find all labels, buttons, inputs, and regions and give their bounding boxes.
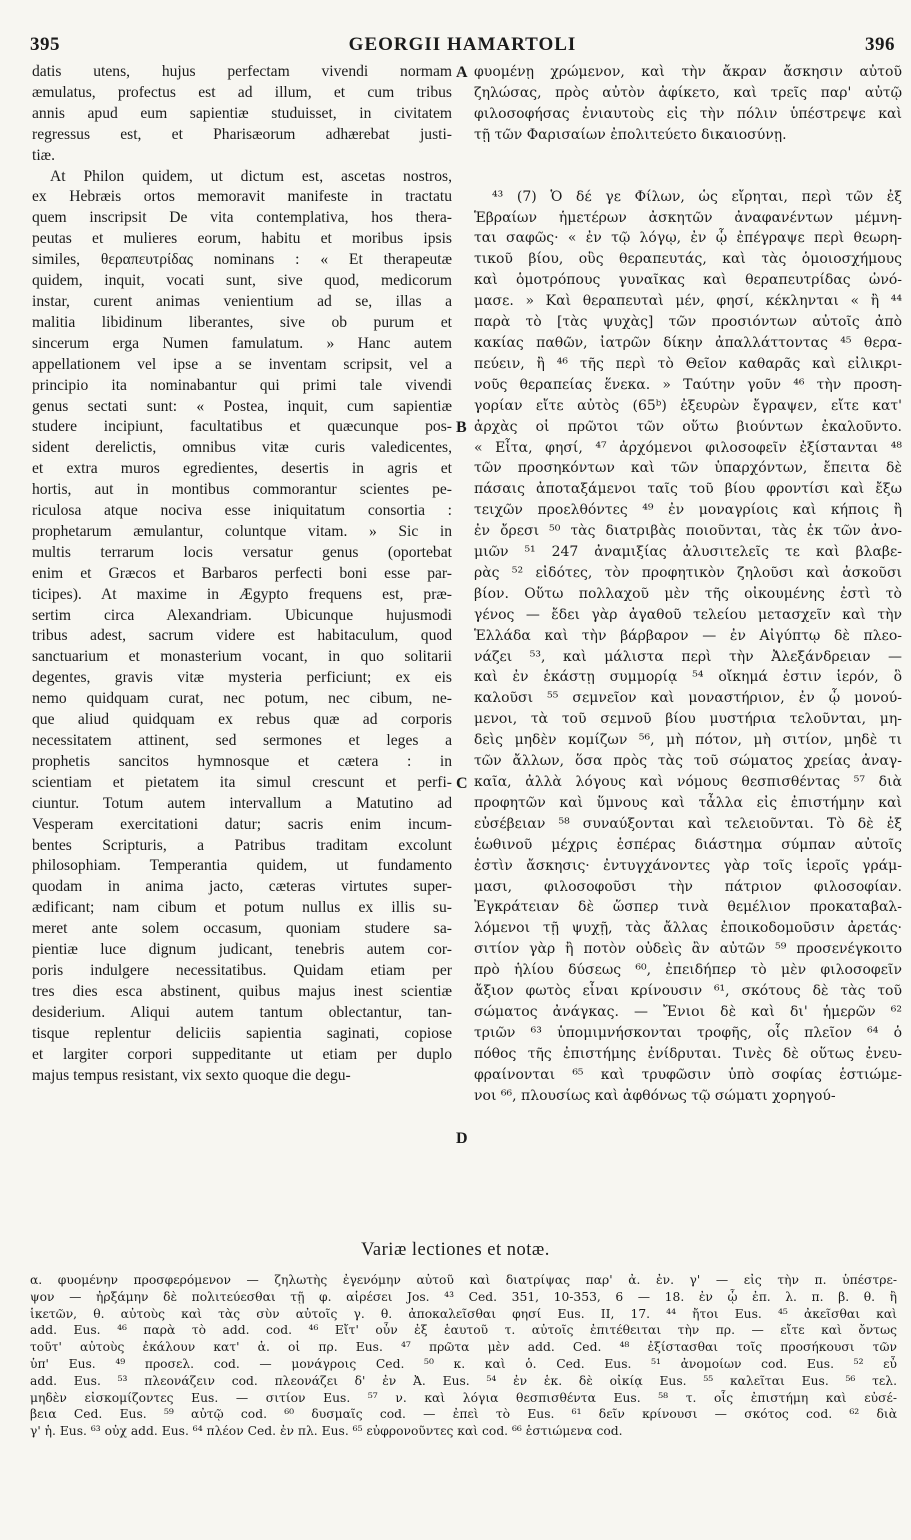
greek-text-line: σώματος ἀνάγκας. — Ἔνιοι δὲ καὶ δι' ἡμερῶν ⁶² xyxy=(474,1003,902,1020)
latin-text-line: meret ante solem occasum, quoniam studere sa- xyxy=(32,920,452,938)
greek-column xyxy=(474,62,902,1107)
latin-text-line: genus sectati sunt: « Postea, inquit, cum sapientiæ xyxy=(32,397,452,415)
latin-text-line: appellationem vel ipse a se inventam scripsit, vel a xyxy=(32,355,452,373)
latin-text-line: multis terrarum locis versatur genus (oportebat xyxy=(32,543,452,561)
greek-text-line: μασι, φιλοσοφοῦσι τὴν πάτριον φιλοσοφίαν. xyxy=(474,878,902,895)
greek-text-line: προφητῶν καὶ ὕμνους καὶ τἆλλα εἰς ἐπιστήμην καὶ xyxy=(474,794,902,811)
greek-text-line: τῇ τῶν Φαρισαίων ἐπολιτεύετο δικαιοσύνῃ. xyxy=(474,126,787,143)
note-line: μηδὲν εἰσκομίζοντες Eus. — σιτίον Eus. ⁵⁷ ν. καὶ λόγια θεσπισθέντα Eus. ⁵⁸ τ. οἷς ἐπιστήμη καὶ εὐσέ- xyxy=(30,1390,897,1405)
latin-text-line: similes, θεραπευτρίδας nominans : « Et therapeutæ xyxy=(32,251,452,269)
greek-text-line: ται σαφῶς· « ἐν τῷ λόγῳ, ἐν ᾧ ἐπέγραψε περὶ θεωρη- xyxy=(474,230,902,247)
greek-text-line: γορίαν εἴτε αὐτὸς (65ᵇ) ἐξευρὼν ἔγραψεν, εἴτε κατ' xyxy=(474,397,902,414)
greek-text-line: ἑωθινοῦ μέχρις ἑσπέρας διάστημα σύμπαν αὐτοῖς xyxy=(474,836,902,853)
latin-text-line: sident derelictis, omnibus vitæ curis valedicentes, xyxy=(32,439,452,457)
greek-text-line: τικοῦ βίου, οὓς θεραπευτάς, καὶ τὰς ὁμοιοσχήμους xyxy=(474,251,902,268)
latin-text-line: tres dies esca abstinent, quibus majus inest scientiæ xyxy=(32,982,452,1000)
latin-text-line: que aliud quidquam ex rebus quæ ad corporis xyxy=(32,711,452,729)
latin-text-line: riculosa atque nociva esse iniquitatum consortia : xyxy=(32,502,452,520)
latin-text-line: regressus est, et Pharisæorum adhærebat justi- xyxy=(32,125,452,143)
note-line: add. Eus. ⁵³ πλεονάζειν cod. πλεονάζει δ' ἐν Ἀ. Eus. ⁵⁴ ἐν ἑκ. δὲ οἰκίᾳ Eus. ⁵⁵ καλεῖται Eus. ⁵⁶ τελ. xyxy=(30,1373,897,1388)
variant-readings-notes xyxy=(30,1272,897,1440)
note-line: βεια Ced. Eus. ⁵⁹ αὐτῷ cod. ⁶⁰ δυσμαῖς cod. — ἐπεὶ τὸ Eus. ⁶¹ δεῖν κρίνουσι — σκότος cod. ⁶² διὰ xyxy=(30,1407,897,1422)
greek-text-line: δεὶς μηδὲν κομίζων ⁵⁶, μὴ πότον, μὴ σιτίον, μηδὲ τι xyxy=(474,732,902,749)
greek-text-line: τῶν ἄλλων, ὅσα πρὸς τὰς τοῦ σώματος χρείας ἀναγ- xyxy=(474,753,902,770)
greek-paragraph-2 xyxy=(474,187,902,1107)
greek-text-line: καῖα, ἀλλὰ λόγους καὶ νόμους θεσπισθέντας ⁵⁷ διὰ xyxy=(474,774,902,790)
latin-text-line: studere incipiunt, facultatibus et quæcunque pos- xyxy=(32,418,452,436)
greek-text-line: μασε. » Καὶ θεραπευταὶ μέν, φησί, κέκληνται « ἢ ⁴⁴ xyxy=(474,293,902,310)
page-number-right: 396 xyxy=(865,34,895,55)
greek-text-line: τῶν προσηκόντων καὶ τῶν ὑπαρχόντων, ἔπειτα δὲ xyxy=(474,460,902,477)
margin-letter-b: B xyxy=(456,419,467,436)
latin-text-line: malitia libidinum liberantes, sive ob purum et xyxy=(32,313,452,331)
margin-letter-a: A xyxy=(456,64,468,81)
latin-text-line: quem inscripsit De vita contemplativa, hos thera- xyxy=(32,209,452,227)
latin-text-line: ædificant; nam cibum et potum nullus ex illis su- xyxy=(32,899,452,917)
greek-text-line: πόθος τῆς ἐπιστήμης ἐνίδρυται. Τινὲς δὲ οὕτως ἐνευ- xyxy=(474,1045,902,1062)
greek-text-line: νοι ⁶⁶, πλουσίως καὶ ἀφθόνως τῷ σώματι χορηγού- xyxy=(474,1087,836,1104)
greek-text-line: γένος — ἔδει γὰρ ἀγαθοῦ τελείου μετασχεῖν καὶ τὴν xyxy=(474,606,902,623)
greek-text-line: νοῦς θεραπείας ἕνεκα. » Ταύτην γοῦν ⁴⁶ τὴν προση- xyxy=(474,376,902,393)
note-line: ὑπ' Eus. ⁴⁹ προσελ. cod. — μονάγροις Ced. ⁵⁰ κ. καὶ ὁ. Ced. Eus. ⁵¹ ἀνομοίων cod. Eus. ⁵² εὖ xyxy=(30,1356,897,1371)
latin-text-line: bentes Scripturis, a Patribus traditam excolunt xyxy=(32,836,452,854)
latin-text-line: et largiter corpori suppeditante ut etiam per duplo xyxy=(32,1045,452,1063)
latin-text-line: Vesperam exercitationi datur; sacris enim incum- xyxy=(32,815,452,833)
greek-text-line: πάσαις ἀποταξάμενοι ταῖς τοῦ βίου φροντίσι καὶ ἔξω xyxy=(474,481,902,498)
greek-text-line: λόμενοι τῇ ψυχῇ, τὰς ἄλλας ἐποικοδομοῦσιν ἀρετάς· xyxy=(474,920,902,937)
greek-text-line: Ἑλλάδα καὶ τὴν βάρβαρον — ἐν Αἰγύπτῳ δὲ πλεο- xyxy=(474,627,902,644)
note-line: ἱκετῶν, θ. αὐτοὺς καὶ τὰς σὺν αὐτοῖς γ. θ. ἀποκαλεῖσθαι φησί Eus. II, 17. ⁴⁴ ἤτοι Eus. ⁴⁵ ἀκεῖσθαι καὶ xyxy=(30,1306,897,1321)
greek-text-line: καὶ ὁμοτρόπους γυναῖκας καὶ θεραπευτρίδας ὠνό- xyxy=(474,272,902,289)
margin-letter-d: D xyxy=(456,1130,468,1147)
greek-text-line: σιτίον γὰρ ἢ ποτὸν οὐδεὶς ἂν αὐτῶν ⁵⁹ προσενέγκοιτο xyxy=(474,941,902,958)
greek-text-line: ρὰς ⁵² εἰδότες, τὸν προφητικὸν ζηλοῦσι καὶ ἀσκοῦσι xyxy=(474,564,902,581)
greek-text-line: ἐν ὄρεσι ⁵⁰ τὰς διατριβὰς ποιοῦνται, τὰς ἐκ τῶν ἀνο- xyxy=(474,523,902,540)
latin-text-line: At Philon quidem, ut dictum est, ascetas nostros, xyxy=(50,167,452,185)
greek-text-line: καλοῦσι ⁵⁵ σεμνεῖον καὶ μοναστήριον, ἐν ᾧ μονού- xyxy=(474,690,902,707)
latin-text-line: ticipes). At maxime in Ægypto frequens est, præ- xyxy=(32,585,452,603)
latin-text-line: desiderium. Aliqui autem tantum oblectantur, tan- xyxy=(32,1003,452,1021)
greek-text-line: τειχῶν προελθόντες ⁴⁹ ἐν μοναγρίοις καὶ κήποις ἢ xyxy=(474,502,902,519)
latin-text-line: annis apud eum sapientiæ studuisset, in civitatem xyxy=(32,104,452,122)
latin-text-line: prophetarum æmulantur, coluntque vitam. » Sic in xyxy=(32,522,452,540)
latin-text-line: necessitatem attinent, sed sermones et leges a xyxy=(32,732,452,749)
latin-text-line: sanctuarium et monasterium vocant, in quo solitarii xyxy=(32,648,452,666)
latin-text-line: prophetis sancitos hymnosque et cætera : in xyxy=(32,752,452,770)
note-line: γ' ἡ. Eus. ⁶³ οὐχ add. Eus. ⁶⁴ πλέον Ced. ἐν πλ. Eus. ⁶⁵ εὐφρονοῦντες καὶ cod. ⁶⁶ ἑστιώμενα cod. xyxy=(30,1424,623,1439)
greek-text-line: Ἐγκράτειαν δὲ ὥσπερ τινὰ θεμέλιον προκαταβαλ- xyxy=(474,899,902,916)
page-number-left: 395 xyxy=(30,34,60,55)
latin-text-line: tribus adest, sacrum videre est habitaculum, quod xyxy=(32,627,452,645)
latin-text-line: ex Hebræis ortos memoravit manifeste in tractatu xyxy=(32,188,452,206)
latin-text-line: principio ita nominabantur qui primi tale vivendi xyxy=(32,376,452,394)
greek-text-line: βίον. Οὕτω πολλαχοῦ μὲν τῆς οἰκουμένης ἐστὶ τὸ xyxy=(474,585,902,602)
latin-text-line: et extra muros egredientes, desertis in agris et xyxy=(32,460,452,478)
greek-text-line: παρὰ τὸ [τὰς ψυχὰς] τῶν προσιόντων αὐτοῖς ἀπὸ xyxy=(474,314,902,331)
greek-text-line: κακίας παθῶν, ἰατρῶν δίκην ἀπαλλάττοντας ⁴⁵ θερα- xyxy=(474,334,902,351)
latin-text-line: instar, curent animas venientium ad se, illas a xyxy=(32,292,452,310)
latin-text-line: pientiæ luce dignum judicant, tenebris autem cor- xyxy=(32,941,452,959)
greek-text-line: τριῶν ⁶³ ὑπομιμνήσκονται τροφῆς, οἷς πλεῖον ⁶⁴ ὁ xyxy=(474,1024,902,1041)
note-line: ψον — ἠρξάμην δὲ πολιτεύεσθαι τῇ φ. αἱρέσει Jos. ⁴³ Ced. 351, 10-353, 6 — 18. ἐν ᾧ ἐπ. λ. π. β. θ. ἢ xyxy=(30,1289,897,1304)
greek-text-line: ζηλώσας, πρὸς αὐτὸν ἀφίκετο, καὶ τρεῖς παρ' αὐτῷ xyxy=(474,84,902,101)
latin-text-line: enim et Græcos et Barbaros perfecti boni esse par- xyxy=(32,564,452,582)
latin-text-line: degentes, gravis vitæ mysteria perficiunt; ex eis xyxy=(32,669,452,687)
greek-text-line: φυομένῃ χρώμενον, καὶ τὴν ἄκραν ἄσκησιν αὐτοῦ xyxy=(474,64,902,80)
latin-text-line: hortis, aut in montibus commorantur scientes pe- xyxy=(32,481,452,499)
latin-text-line: datis utens, hujus perfectam vivendi normam xyxy=(32,63,452,80)
latin-paragraph-2 xyxy=(32,167,452,1087)
greek-text-line: ἐστὶν ἄσκησις· ἐντυγχάνοντες γὰρ τοῖς ἱεροῖς γράμ- xyxy=(474,857,902,874)
latin-text-line: philosophiam. Temperantia quidem, ut fundamento xyxy=(32,857,452,875)
latin-text-line: peutas et mulieres eorum, habitu et moribus ipsis xyxy=(32,230,452,248)
greek-text-line: εὐσέβειαν ⁵⁸ συναύξονται καὶ τελειοῦνται. Τὸ δὲ ἐξ xyxy=(474,815,902,832)
greek-text-line: καὶ ἐν ἑκάστῃ συμμορίᾳ ⁵⁴ οἴκημά ἐστιν ἱερόν, ὃ xyxy=(474,669,902,686)
running-title: GEORGII HAMARTOLI xyxy=(348,34,577,55)
greek-paragraph-1 xyxy=(474,62,902,146)
greek-text-line: φιλοσοφήσας ἐνιαυτοὺς εἰς τὴν πόλιν ὑπέστρεψε καὶ xyxy=(474,105,902,122)
greek-text-line: μενοι, τὰ τοῦ σεμνοῦ βίου μυστήρια τελοῦνται, μη- xyxy=(474,711,902,728)
latin-text-line: nemo quidquam curat, nec potum, nec cibum, ne- xyxy=(32,690,452,708)
latin-text-line: tiæ. xyxy=(32,146,55,164)
latin-text-line: poris indulgere necessitatibus. Quidam etiam per xyxy=(32,961,452,979)
greek-text-line: πρὸ ἡλίου δύσεως ⁶⁰, ἐπειδήπερ τὸ μὲν φιλοσοφεῖν xyxy=(474,962,902,979)
greek-text-line: ἄξιον φωτὸς εἶναι κρίνουσιν ⁶¹, σκότους δὲ τὰς τοῦ xyxy=(474,983,902,1000)
note-line: α. φυομένην προσφερόμενον — ζηλωτὴς ἐγενόμην αὐτοῦ καὶ διατρίψας παρ' ἀ. ἐν. γ' — εἰς τὴν π. ὑπέστρε- xyxy=(30,1273,897,1287)
latin-text-line: scientiam et pietatem ita simul crescunt et perfi- xyxy=(32,773,452,791)
greek-text-line: νάζει ⁵³, καὶ μάλιστα περὶ τὴν Ἀλεξάνδρειαν — xyxy=(474,648,902,665)
note-line: τοῦτ' αὐτοὺς ἐκάλουν κατ' ἀ. οἱ πρ. Eus. ⁴⁷ πρῶτα μὲν add. Ced. ⁴⁸ ἐξίστασθαι τοῖς προσήκουσι τῶν xyxy=(30,1340,897,1355)
latin-text-line: quodam in anima jacto, cæteras virtutes super- xyxy=(32,878,452,896)
note-line: add. Eus. ⁴⁶ παρὰ τὸ add. cod. ⁴⁶ Εἴτ' οὖν ἐξ ἑαυτοῦ τ. αὐτοῖς ἐπιτέθειται τὴν πρ. — εἴτε καὶ ὄντως xyxy=(30,1323,897,1338)
latin-column xyxy=(32,62,452,1086)
latin-text-line: quidem, inquit, vocati sunt, sive quod, medicorum xyxy=(32,272,452,290)
latin-text-line: sincerum erga Numen famulatum. » Hanc autem xyxy=(32,334,452,352)
notes-heading: Variæ lectiones et notæ. xyxy=(361,1240,550,1260)
margin-letter-c: C xyxy=(456,775,468,792)
greek-text-line: « Εἶτα, φησί, ⁴⁷ ἀρχόμενοι φιλοσοφεῖν ἐξίστανται ⁴⁸ xyxy=(474,439,902,456)
latin-text-line: sertim circa Alexandriam. Ubicunque hujusmodi xyxy=(32,606,452,624)
greek-text-line: ⁴³ (7) Ὁ δέ γε Φίλων, ὡς εἴρηται, περὶ τῶν ἐξ xyxy=(492,188,902,205)
latin-text-line: ciuntur. Totum autem intervallum a Matutino ad xyxy=(32,794,452,812)
greek-text-line: μιῶν ⁵¹ 247 ἀναμιξίας ἀλυσιτελεῖς τε καὶ βλαβε- xyxy=(474,544,902,561)
latin-text-line: æmulatus, profectus est ad illum, et cum tribus xyxy=(32,83,452,101)
greek-text-line: πεύειν, ἢ ⁴⁶ τῆς περὶ τὸ Θεῖον καθαρᾶς καὶ εἰλικρι- xyxy=(474,355,902,372)
greek-text-line: Ἑβραίων ἡμετέρων ἀσκητῶν ἀναφανέντων μέμνη- xyxy=(474,209,902,226)
greek-text-line: φραίνονται ⁶⁵ καὶ τρυφῶσιν ὑπὸ σοφίας ἑστιώμε- xyxy=(474,1066,902,1083)
latin-text-line: majus tempus resistant, vix sexto quoque die degu- xyxy=(32,1066,351,1084)
running-head xyxy=(30,34,895,56)
latin-text-line: tisque replentur deliciis sapientia saginati, copiose xyxy=(32,1024,452,1042)
latin-paragraph-1 xyxy=(32,62,452,167)
greek-text-line: ἀρχὰς οἱ πρῶτοι τῶν οὕτω βιούντων ἐκαλοῦντο. xyxy=(474,418,902,435)
